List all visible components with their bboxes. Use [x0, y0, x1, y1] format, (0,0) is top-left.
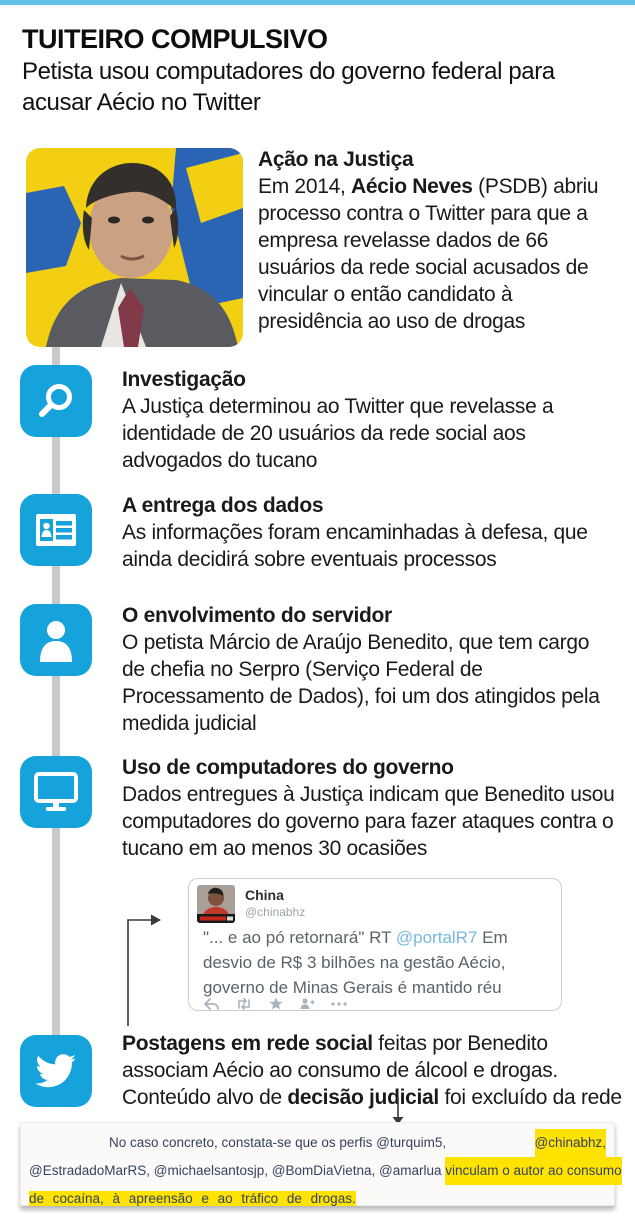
timeline-icon-investigacao — [20, 365, 92, 437]
timeline-icon-entrega-dados — [20, 494, 92, 566]
timeline-icon-computadores — [20, 756, 92, 828]
page-title: TUITEIRO COMPULSIVO — [22, 24, 328, 54]
id-card-icon — [35, 513, 77, 547]
more-icon[interactable] — [331, 1002, 347, 1006]
court-document-excerpt — [20, 1122, 622, 1206]
section-acao-na-justica — [258, 146, 620, 335]
monitor-icon — [34, 772, 78, 812]
aecio-photo — [26, 148, 243, 347]
timeline-icon-twitter — [20, 1035, 92, 1107]
top-accent-bar — [0, 0, 635, 5]
tweet-author-handle: @chinabhz — [245, 905, 306, 919]
section-title: Uso de computadores do governo — [122, 756, 454, 779]
section-body: As informações foram encaminhadas à defesa, que ainda decidirá sobre eventuais processos — [122, 521, 588, 571]
section-title: O envolvimento do servidor — [122, 604, 392, 627]
section-computadores — [122, 754, 627, 862]
search-icon — [36, 381, 76, 421]
highlighted-text: de cocaína, à apreensão e ao tráfico de drogas. — [29, 1191, 356, 1206]
section-body: O petista Márcio de Araújo Benedito, que tem cargo de chefia no Serpro (Serviço Federal de Processamento de Dados), foi um dos atingidos pela medida judicial — [122, 631, 600, 735]
section-servidor — [122, 602, 602, 737]
tweet-embed — [188, 878, 562, 1011]
tweet-actions — [203, 997, 347, 1010]
section-investigacao — [122, 366, 592, 474]
section-title: A entrega dos dados — [122, 494, 324, 517]
section-postagens — [122, 1030, 627, 1111]
favorite-star-icon[interactable] — [269, 997, 283, 1010]
follow-icon[interactable] — [299, 997, 315, 1010]
timeline-icon-servidor — [20, 604, 92, 676]
aecio-photo-graphic — [26, 148, 243, 347]
tweet-author-name: China — [245, 887, 284, 903]
tweet-text: "... e ao pó retornará" RT @portalR7 Em desvio de R$ 3 bilhões na gestão Aécio, governo de Minas Gerais é mantido réu — [203, 928, 508, 997]
document-line — [29, 1185, 606, 1213]
document-line: No caso concreto, constata-se que os perfis @turquim5, @chinabhz, — [29, 1129, 606, 1157]
section-title: Ação na Justiça — [258, 148, 414, 171]
document-line: @EstradadoMarRS, @michaelsantosjp, @BomDiaVietna, @amarlua vinculam o autor ao consumo — [29, 1157, 606, 1185]
highlighted-text: vinculam o autor ao consumo — [445, 1157, 621, 1185]
reply-icon[interactable] — [203, 998, 219, 1010]
tweet-avatar — [197, 885, 235, 923]
tweet-avatar-image — [197, 885, 235, 923]
person-icon — [36, 618, 76, 662]
retweet-icon[interactable] — [235, 998, 253, 1010]
section-entrega-dados — [122, 492, 602, 573]
highlighted-text: @chinabhz, — [535, 1129, 607, 1157]
section-body: A Justiça determinou ao Twitter que revelasse a identidade de 20 usuários da rede social aos advogados do tucano — [122, 395, 554, 472]
section-body: Em 2014, Aécio Neves (PSDB) abriu processo contra o Twitter para que a empresa revelasse dados de 66 usuários da rede social acusados de vincular o então candidato à presidência ao uso de drogas — [258, 175, 599, 333]
timeline-line — [52, 347, 60, 1075]
twitter-icon — [35, 1054, 77, 1088]
tweet-connector-arrow — [118, 908, 168, 1028]
section-title: Investigação — [122, 368, 246, 391]
section-body: Postagens em rede social feitas por Benedito associam Aécio ao consumo de álcool e drogas. Conteúdo alvo de decisão judicial foi excluído da rede — [122, 1032, 622, 1109]
section-body: Dados entregues à Justiça indicam que Benedito usou computadores do governo para fazer ataques contra o tucano em ao menos 30 ocasiões — [122, 783, 615, 860]
document-connector-arrow — [388, 1097, 408, 1125]
tweet-mention-link[interactable]: @portalR7 — [395, 928, 478, 947]
page-subtitle: Petista usou computadores do governo federal para acusar Aécio no Twitter — [22, 58, 555, 116]
